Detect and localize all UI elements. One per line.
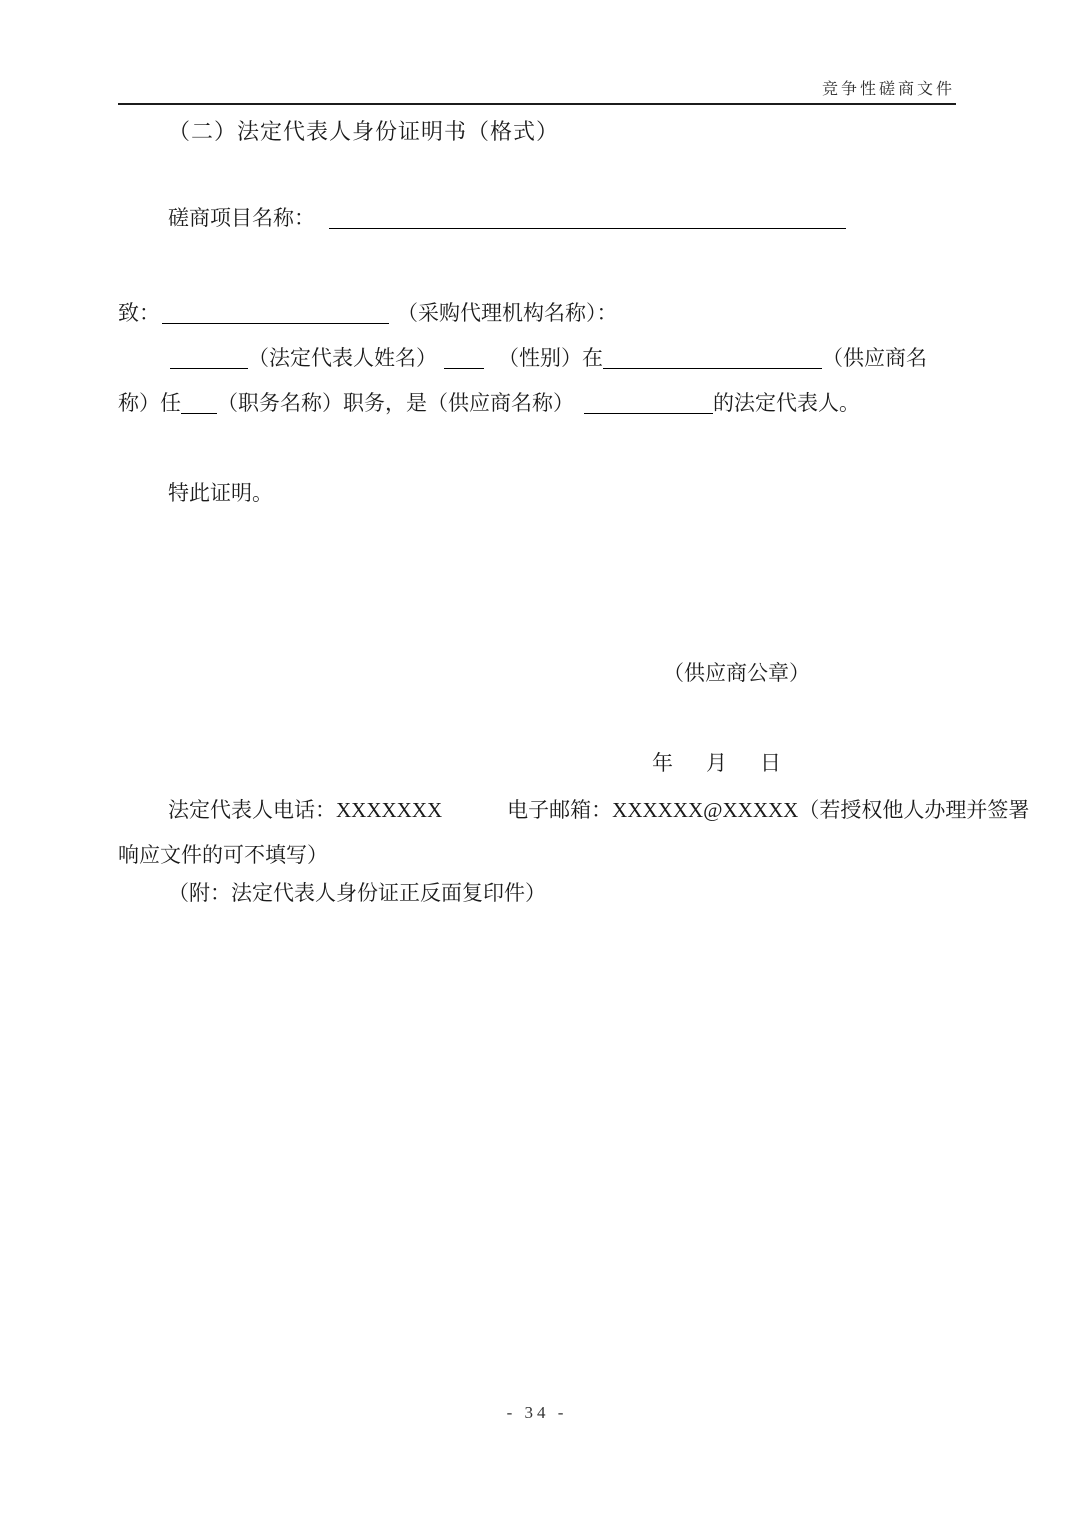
gender-blank — [444, 368, 484, 369]
addressee-prefix: 致： — [118, 301, 160, 325]
supplier-name-blank-2 — [584, 413, 713, 414]
statement-line-2-prefix: 称）任 — [118, 391, 181, 415]
duty-title-label: （职务名称）职务，是（供应商名称） — [217, 391, 574, 415]
contact-wrap-line: 响应文件的可不填写） — [118, 843, 328, 867]
project-name-blank — [329, 228, 846, 229]
representative-name-label: （法定代表人姓名） — [248, 346, 437, 370]
date-day-label: 日 — [760, 751, 781, 775]
representative-name-blank — [170, 368, 248, 369]
supplier-seal-label: （供应商公章） — [663, 661, 810, 685]
statement-line-2-suffix: 的法定代表人。 — [713, 391, 860, 415]
header-rule — [118, 103, 956, 105]
section-title: （二）法定代表人身份证明书（格式） — [168, 119, 560, 144]
header-doc-type: 竞争性磋商文件 — [821, 81, 955, 98]
phone-label: 法定代表人电话：XXXXXXX — [168, 798, 443, 822]
supplier-name-blank — [603, 368, 822, 369]
page-number: - 34 - — [506, 1403, 568, 1422]
project-name-label: 磋商项目名称： — [168, 206, 315, 230]
date-month-label: 月 — [706, 751, 727, 775]
certify-statement: 特此证明。 — [168, 481, 273, 505]
date-line — [652, 747, 781, 777]
duty-title-blank — [181, 413, 217, 414]
statement-line-2 — [118, 387, 860, 417]
supplier-name-label: （供应商名 — [822, 346, 927, 370]
agency-name-blank — [162, 323, 389, 324]
statement-line-1 — [118, 342, 927, 372]
email-label: 电子邮箱：XXXXXX@XXXXX（若授权他人办理并签署 — [507, 798, 1030, 822]
gender-label: （性别）在 — [498, 346, 603, 370]
contact-line — [168, 794, 1029, 824]
attachment-note: （附：法定代表人身份证正反面复印件） — [168, 881, 546, 905]
agency-name-label: （采购代理机构名称）： — [397, 301, 618, 325]
date-year-label: 年 — [652, 751, 673, 775]
addressee-line — [118, 297, 618, 327]
project-name-line — [168, 202, 846, 232]
